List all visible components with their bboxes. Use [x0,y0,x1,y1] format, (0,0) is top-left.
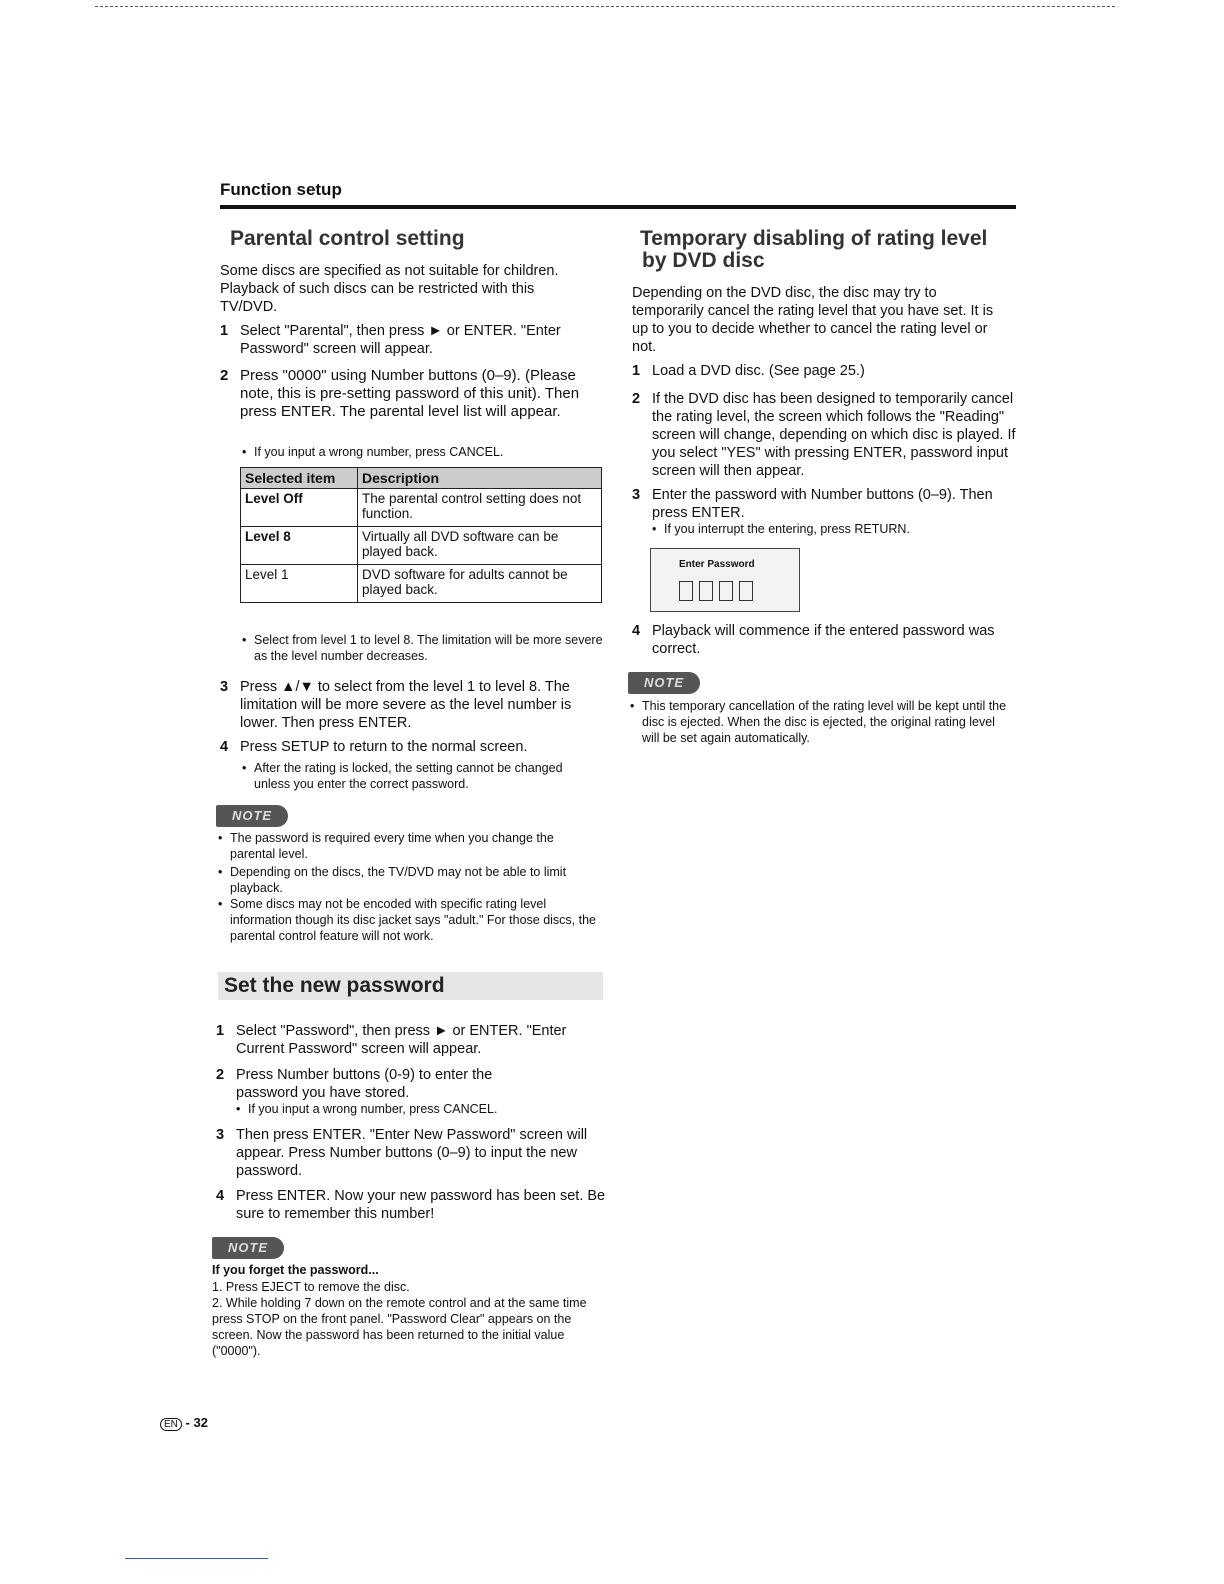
note-item: • The password is required every time when you change the parental level. [230,830,602,862]
parental-step-4 [220,738,605,756]
step-number: 2 [220,367,229,384]
step-number: 1 [216,1023,225,1039]
parental-level-table [240,467,602,603]
digit-box [719,581,733,601]
step-number: 1 [220,323,229,339]
bullet-cancel: • If you input a wrong number, press CANCEL. [254,444,594,460]
digit-box [699,581,713,601]
page-number-text: - 32 [185,1415,208,1430]
bullet-cancel: • If you input a wrong number, press CANCEL. [248,1101,578,1117]
table-cell-item: Level 8 [241,527,358,565]
step-number: 3 [220,679,229,695]
temporary-intro: Depending on the DVD disc, the disc may try to temporarily cancel the rating level that you have set. It is up to you to decide whether to cancel the rating level or not. [632,285,994,355]
step-number: 4 [216,1188,225,1204]
table-cell-desc: Virtually all DVD software can be played back. [358,527,602,565]
language-badge: EN [160,1418,182,1431]
temporary-step-3 [632,486,1017,522]
table-row [241,489,602,527]
top-dashed-line [95,6,1115,7]
step-text: Select "Password", then press ► or ENTER. "Enter Current Password" screen will appear. [236,1023,567,1057]
step-text: Then press ENTER. "Enter New Password" screen will appear. Press Number buttons (0–9) to input the new password. [236,1127,588,1179]
note-badge: NOTE [212,1237,284,1259]
step-text: Press ENTER. Now your new password has been set. Be sure to remember this number! [236,1188,606,1222]
enter-password-osd [650,548,800,612]
page-number [160,1415,208,1431]
temporary-step-2 [632,390,1017,480]
bullet-locked: • After the rating is locked, the setting cannot be changed unless you enter the correct password. [254,760,584,792]
password-digit-boxes [679,581,753,601]
osd-label: Enter Password [679,559,755,570]
password-step-2 [216,1066,556,1102]
step-text: Press SETUP to return to the normal screen. [240,739,528,755]
step-number: 2 [632,391,641,407]
step-text: If the DVD disc has been designed to temporarily cancel the rating level, the screen which follows the "Reading" screen will change, depending on which disc is played. If you select "YES" with pressing ENTER, password input screen will then appear. [652,391,1016,479]
table-cell-desc: DVD software for adults cannot be played back. [358,565,602,603]
bullet-levels: • Select from level 1 to level 8. The limitation will be more severe as the level number decreases. [254,632,604,664]
table-cell-item: Level Off [241,489,358,527]
step-text: Enter the password with Number buttons (0–9). Then press ENTER. [652,487,993,521]
step-number: 4 [220,739,229,755]
password-banner [218,972,603,1000]
step-text: Playback will commence if the entered password was correct. [652,623,995,657]
table-header-item: Selected item [241,468,358,489]
note-badge: NOTE [628,672,700,694]
parental-title: Parental control setting [230,227,465,250]
note-item: • Some discs may not be encoded with specific rating level information though its disc jacket says "adult." For those discs, the parental control feature will not work. [230,896,602,944]
parental-step-3 [220,678,605,732]
password-step-4 [216,1187,606,1223]
forget-step-2: 2. While holding 7 down on the remote control and at the same time press STOP on the front panel. "Password Clear" appears on the screen. Now the password has been returned to the initial value ("0000"). [212,1296,587,1358]
parental-step-2 [220,367,605,421]
forget-step-1: 1. Press EJECT to remove the disc. [212,1280,410,1294]
section-rule [220,205,1016,209]
table-cell-item: Level 1 [241,565,358,603]
parental-step-1 [220,322,590,358]
bullet-return: • If you interrupt the entering, press RETURN. [664,521,994,537]
step-number: 4 [632,623,641,639]
step-text: Press "0000" using Number buttons (0–9). (Please note, this is pre-setting password of this unit). Then press ENTER. The parental level list will appear. [240,367,580,420]
bottom-line [125,1558,268,1559]
parental-intro: Some discs are specified as not suitable for children. Playback of such discs can be restricted with this TV/DVD. [220,263,559,315]
password-step-3 [216,1126,606,1180]
forget-title: If you forget the password... [212,1263,379,1277]
section-label: Function setup [220,180,342,199]
step-number: 3 [632,487,641,503]
table-header-description: Description [358,468,602,489]
note-badge: NOTE [216,805,288,827]
table-cell-desc: The parental control setting does not function. [358,489,602,527]
temporary-step-4 [632,622,1017,658]
temporary-step-1 [632,362,1017,380]
password-step-1 [216,1022,606,1058]
note-item: • This temporary cancellation of the rating level will be kept until the disc is ejected. When the disc is ejected, the original rating level will be set again automatically. [642,698,1014,746]
step-text: Press Number buttons (0-9) to enter the password you have stored. [236,1067,493,1101]
step-text: Load a DVD disc. (See page 25.) [652,363,865,379]
table-row [241,565,602,603]
step-number: 2 [216,1067,225,1083]
temporary-title-line1: Temporary disabling of rating level [640,227,988,250]
step-text: Press ▲/▼ to select from the level 1 to level 8. The limitation will be more severe as the level number is lower. Then press ENTER. [240,679,572,731]
digit-box [679,581,693,601]
digit-box [739,581,753,601]
note-item: • Depending on the discs, the TV/DVD may not be able to limit playback. [230,864,602,896]
temporary-title-line2: by DVD disc [642,249,765,272]
password-title: Set the new password [224,974,445,997]
step-number: 1 [632,363,641,379]
table-row [241,527,602,565]
step-number: 3 [216,1127,225,1143]
step-text: Select "Parental", then press ► or ENTER. "Enter Password" screen will appear. [240,323,561,357]
